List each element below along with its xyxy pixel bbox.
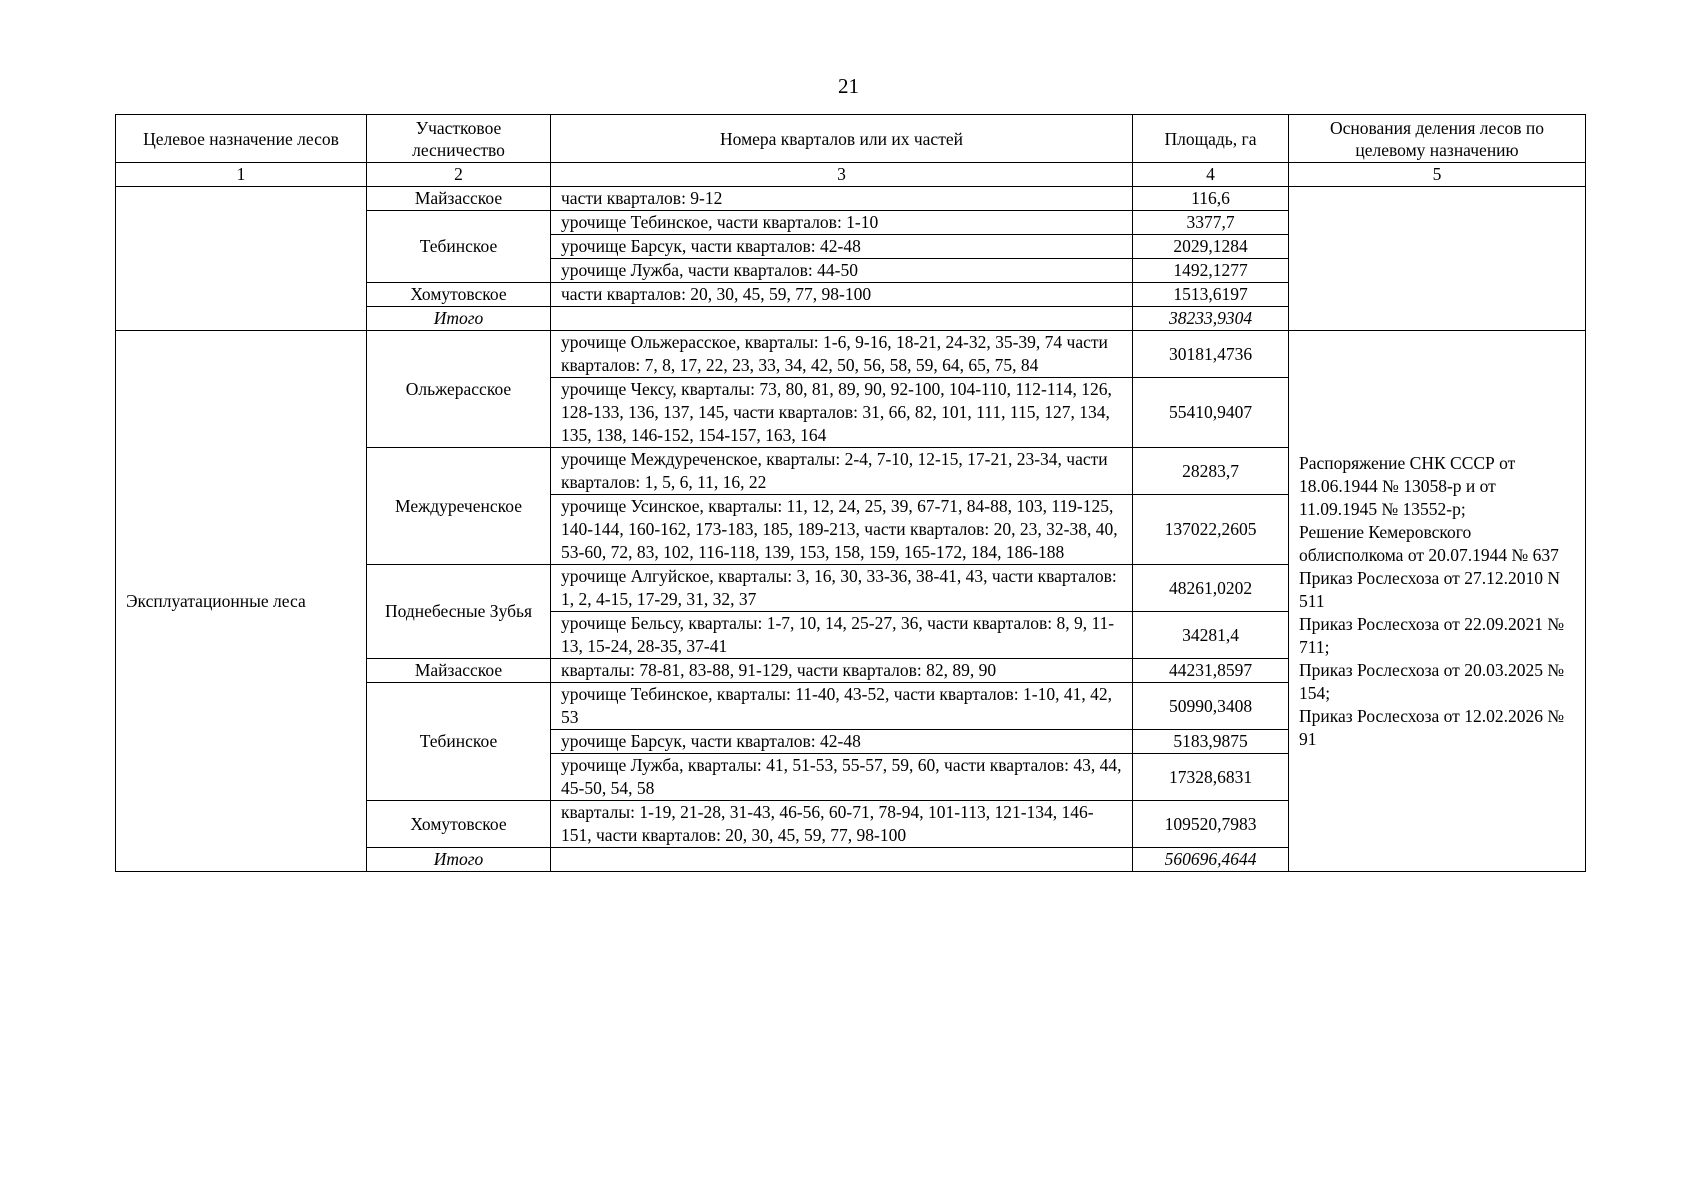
area-cell: 28283,7 xyxy=(1133,448,1289,495)
header-purpose: Целевое назначение лесов xyxy=(116,115,367,163)
area-cell: 3377,7 xyxy=(1133,211,1289,235)
column-number: 1 xyxy=(116,163,367,187)
area-cell: 2029,1284 xyxy=(1133,235,1289,259)
purpose-cell: Эксплуатационные леса xyxy=(116,331,367,872)
quarters-cell: части кварталов: 20, 30, 45, 59, 77, 98-100 xyxy=(551,283,1133,307)
quarters-cell: урочище Лужба, кварталы: 41, 51-53, 55-57, 59, 60, части кварталов: 43, 44, 45-50, 54, 58 xyxy=(551,754,1133,801)
basis-line: Приказ Рослесхоза от 20.03.2025 № 154; xyxy=(1299,659,1565,703)
area-cell: 5183,9875 xyxy=(1133,730,1289,754)
quarters-cell-empty xyxy=(551,307,1133,331)
basis-cell xyxy=(1289,331,1586,872)
area-cell: 17328,6831 xyxy=(1133,754,1289,801)
quarters-cell: урочище Чексу, кварталы: 73, 80, 81, 89, 90, 92-100, 104-110, 112-114, 126, 128-133, 136, 137, 145, части кварталов: 31, 66, 82, 101, 111, 115, 127, 134, 135, 138, 146-152, 154-157, 163, 164 xyxy=(551,378,1133,448)
page-number: 21 xyxy=(838,74,859,98)
forestry-cell: Майзасское xyxy=(367,187,551,211)
forestry-cell: Междуреченское xyxy=(367,448,551,565)
column-number: 4 xyxy=(1133,163,1289,187)
forestry-cell: Ольжерасское xyxy=(367,331,551,448)
total-label: Итого xyxy=(367,848,551,872)
column-number: 5 xyxy=(1289,163,1586,187)
area-cell: 48261,0202 xyxy=(1133,565,1289,612)
forestry-cell: Хомутовское xyxy=(367,283,551,307)
quarters-cell: урочище Тебинское, кварталы: 11-40, 43-52, части кварталов: 1-10, 41, 42, 53 xyxy=(551,683,1133,730)
total-area: 560696,4644 xyxy=(1133,848,1289,872)
basis-line: Решение Кемеровского облисполкома от 20.07.1944 № 637 xyxy=(1299,521,1559,565)
purpose-cell-empty xyxy=(116,187,367,331)
quarters-cell: урочище Барсук, части кварталов: 42-48 xyxy=(551,730,1133,754)
table-header-row xyxy=(116,115,1586,163)
column-number: 3 xyxy=(551,163,1133,187)
header-quarters: Номера кварталов или их частей xyxy=(551,115,1133,163)
area-cell: 50990,3408 xyxy=(1133,683,1289,730)
quarters-cell: урочище Алгуйское, кварталы: 3, 16, 30, 33-36, 38-41, 43, части кварталов: 1, 2, 4-15, 17-29, 31, 32, 37 xyxy=(551,565,1133,612)
basis-line: Приказ Рослесхоза от 27.12.2010 N 511 xyxy=(1299,567,1560,611)
column-number: 2 xyxy=(367,163,551,187)
quarters-cell: урочище Лужба, части кварталов: 44-50 xyxy=(551,259,1133,283)
area-cell: 55410,9407 xyxy=(1133,378,1289,448)
quarters-cell-empty xyxy=(551,848,1133,872)
header-forestry: Участковое лесничество xyxy=(367,115,551,163)
area-cell: 30181,4736 xyxy=(1133,331,1289,378)
table-row xyxy=(116,187,1586,211)
quarters-cell: урочище Бельсу, кварталы: 1-7, 10, 14, 25-27, 36, части кварталов: 8, 9, 11-13, 15-24, 28-35, 37-41 xyxy=(551,612,1133,659)
quarters-cell: урочище Усинское, кварталы: 11, 12, 24, 25, 39, 67-71, 84-88, 103, 119-125, 140-144, 160-162, 173-183, 185, 189-213, части кварталов: 20, 23, 32-38, 40, 53-60, 72, 83, 102, 116-118, 139, 153, 158, 159, 165-172, 184, 186-188 xyxy=(551,495,1133,565)
quarters-cell: урочище Тебинское, части кварталов: 1-10 xyxy=(551,211,1133,235)
area-cell: 44231,8597 xyxy=(1133,659,1289,683)
quarters-cell: урочище Междуреченское, кварталы: 2-4, 7-10, 12-15, 17-21, 23-34, части кварталов: 1, 5, 6, 11, 16, 22 xyxy=(551,448,1133,495)
forest-purpose-table xyxy=(115,114,1586,872)
basis-cell-empty xyxy=(1289,187,1586,331)
forestry-cell: Тебинское xyxy=(367,211,551,283)
basis-line: Приказ Рослесхоза от 22.09.2021 № 711; xyxy=(1299,613,1565,657)
area-cell: 34281,4 xyxy=(1133,612,1289,659)
forestry-cell: Хомутовское xyxy=(367,801,551,848)
area-cell: 109520,7983 xyxy=(1133,801,1289,848)
quarters-cell: кварталы: 1-19, 21-28, 31-43, 46-56, 60-71, 78-94, 101-113, 121-134, 146-151, части кварталов: 20, 30, 45, 59, 77, 98-100 xyxy=(551,801,1133,848)
quarters-cell: части кварталов: 9-12 xyxy=(551,187,1133,211)
area-cell: 116,6 xyxy=(1133,187,1289,211)
area-cell: 137022,2605 xyxy=(1133,495,1289,565)
basis-line: Распоряжение СНК СССР от 18.06.1944 № 13058-р и от 11.09.1945 № 13552-р; xyxy=(1299,452,1516,519)
column-number-row xyxy=(116,163,1586,187)
header-area: Площадь, га xyxy=(1133,115,1289,163)
table-row xyxy=(116,331,1586,378)
basis-line: Приказ Рослесхоза от 12.02.2026 № 91 xyxy=(1299,705,1565,749)
quarters-cell: урочище Барсук, части кварталов: 42-48 xyxy=(551,235,1133,259)
forestry-cell: Тебинское xyxy=(367,683,551,801)
forestry-cell: Майзасское xyxy=(367,659,551,683)
quarters-cell: кварталы: 78-81, 83-88, 91-129, части кварталов: 82, 89, 90 xyxy=(551,659,1133,683)
area-cell: 1492,1277 xyxy=(1133,259,1289,283)
forestry-cell: Поднебесные Зубья xyxy=(367,565,551,659)
total-label: Итого xyxy=(367,307,551,331)
area-cell: 1513,6197 xyxy=(1133,283,1289,307)
header-basis: Основания деления лесов по целевому назначению xyxy=(1289,115,1586,163)
total-area: 38233,9304 xyxy=(1133,307,1289,331)
quarters-cell: урочище Ольжерасское, кварталы: 1-6, 9-16, 18-21, 24-32, 35-39, 74 части кварталов: 7, 8, 17, 22, 23, 33, 34, 42, 50, 56, 58, 59, 64, 65, 75, 84 xyxy=(551,331,1133,378)
